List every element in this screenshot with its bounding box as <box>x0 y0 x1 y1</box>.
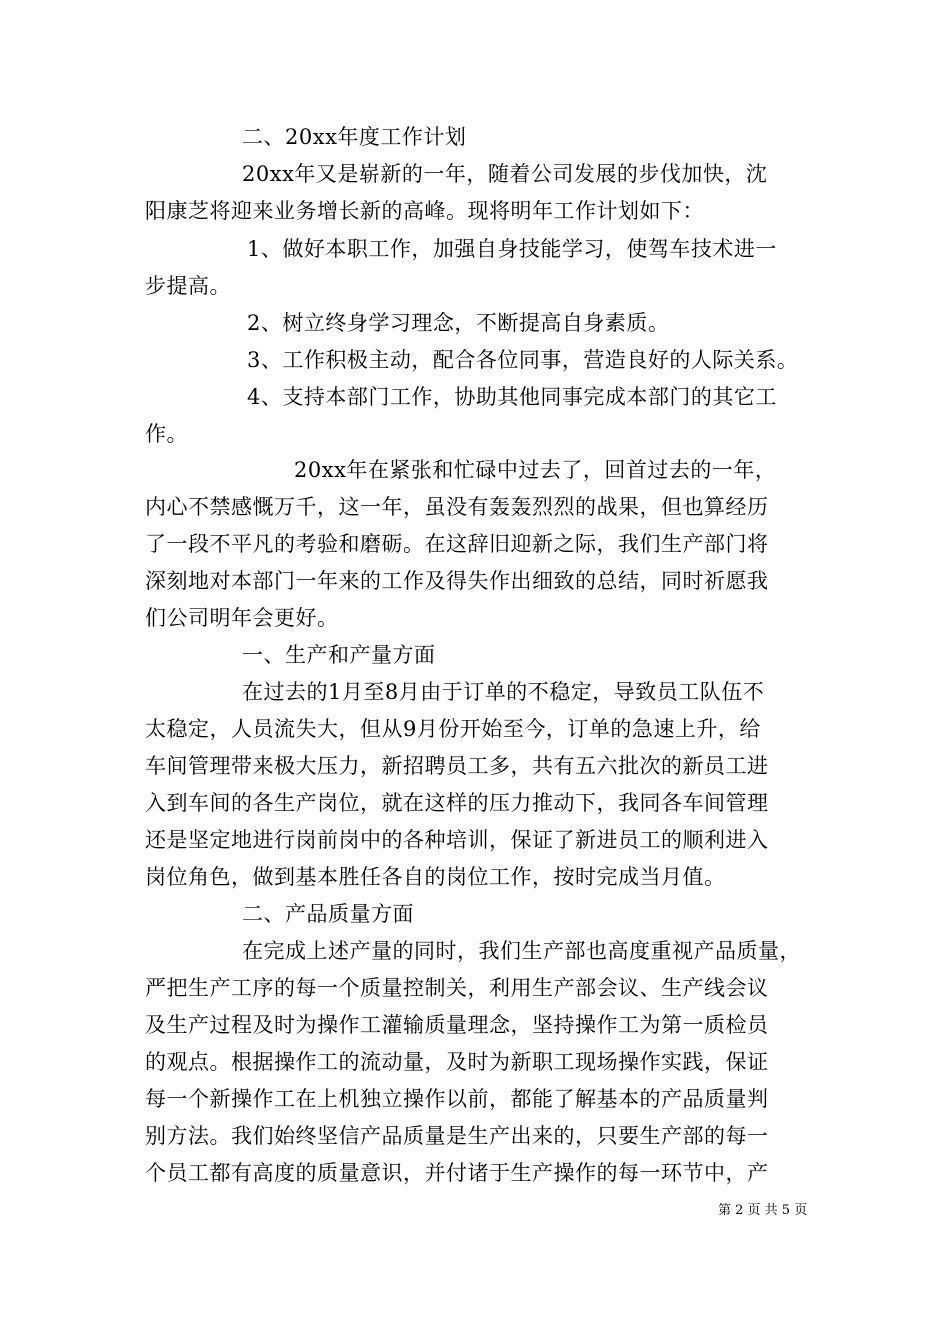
heading-quality: 二、产品质量方面 <box>242 902 414 926</box>
paragraph-line: 阳康芝将迎来业务增长新的高峰。现将明年工作计划如下： <box>145 199 704 223</box>
paragraph-line: 的观点。根据操作工的流动量，及时为新职工现场操作实践，保证 <box>145 1050 769 1074</box>
list-item-4: 4、支持本部门工作，协助其他同事完成本部门的其它工 <box>247 385 777 409</box>
paragraph-line: 深刻地对本部门一年来的工作及得失作出细致的总结，同时祈愿我 <box>145 569 769 593</box>
heading-production: 一、生产和产量方面 <box>242 643 436 667</box>
paragraph-line: 了一段不平凡的考验和磨砺。在这辞旧迎新之际，我们生产部门将 <box>145 532 769 556</box>
paragraph-line: 车间管理带来极大压力，新招聘员工多，共有五六批次的新员工进 <box>145 754 769 778</box>
paragraph-line: 20xx年在紧张和忙碌中过去了，回首过去的一年， <box>294 458 777 482</box>
paragraph-line: 严把生产工序的每一个质量控制关，利用生产部会议、生产线会议 <box>145 976 769 1000</box>
list-item-3: 3、工作积极主动，配合各位同事，营造良好的人际关系。 <box>247 348 799 372</box>
paragraph-line: 20xx年又是崭新的一年，随着公司发展的步伐加快，沈 <box>242 162 768 186</box>
paragraph-line: 作。 <box>145 422 188 446</box>
paragraph-line: 在完成上述产量的同时，我们生产部也高度重视产品质量， <box>242 939 801 963</box>
paragraph-line: 个员工都有高度的质量意识，并付诸于生产操作的每一环节中，产 <box>145 1161 769 1185</box>
paragraph-line: 太稳定，人员流失大，但从9月份开始至今，订单的急速上升，给 <box>145 717 761 741</box>
page-number: 第 2 页 共 5 页 <box>718 1203 808 1218</box>
paragraph-line: 每一个新操作工在上机独立操作以前，都能了解基本的产品质量判 <box>145 1087 769 1111</box>
paragraph-line: 们公司明年会更好。 <box>145 606 339 630</box>
list-item-1: 1、做好本职工作，加强自身技能学习，使驾车技术进一 <box>247 237 777 261</box>
paragraph-line: 内心不禁感慨万千，这一年，虽没有轰轰烈烈的战果，但也算经历 <box>145 495 769 519</box>
paragraph-line: 入到车间的各生产岗位，就在这样的压力推动下，我同各车间管理 <box>145 791 769 815</box>
heading-annual-plan: 二、20xx年度工作计划 <box>242 125 467 149</box>
paragraph-line: 及生产过程及时为操作工灌输质量理念，坚持操作工为第一质检员 <box>145 1013 769 1037</box>
paragraph-line: 别方法。我们始终坚信产品质量是生产出来的，只要生产部的每一 <box>145 1124 769 1148</box>
paragraph-line: 在过去的1月至8月由于订单的不稳定，导致员工队伍不 <box>242 680 765 704</box>
paragraph-line: 步提高。 <box>145 274 231 298</box>
paragraph-line: 还是坚定地进行岗前岗中的各种培训，保证了新进员工的顺利进入 <box>145 828 769 852</box>
list-item-2: 2、树立终身学习理念，不断提高自身素质。 <box>247 311 670 335</box>
paragraph-line: 岗位角色，做到基本胜任各自的岗位工作，按时完成当月值。 <box>145 865 726 889</box>
